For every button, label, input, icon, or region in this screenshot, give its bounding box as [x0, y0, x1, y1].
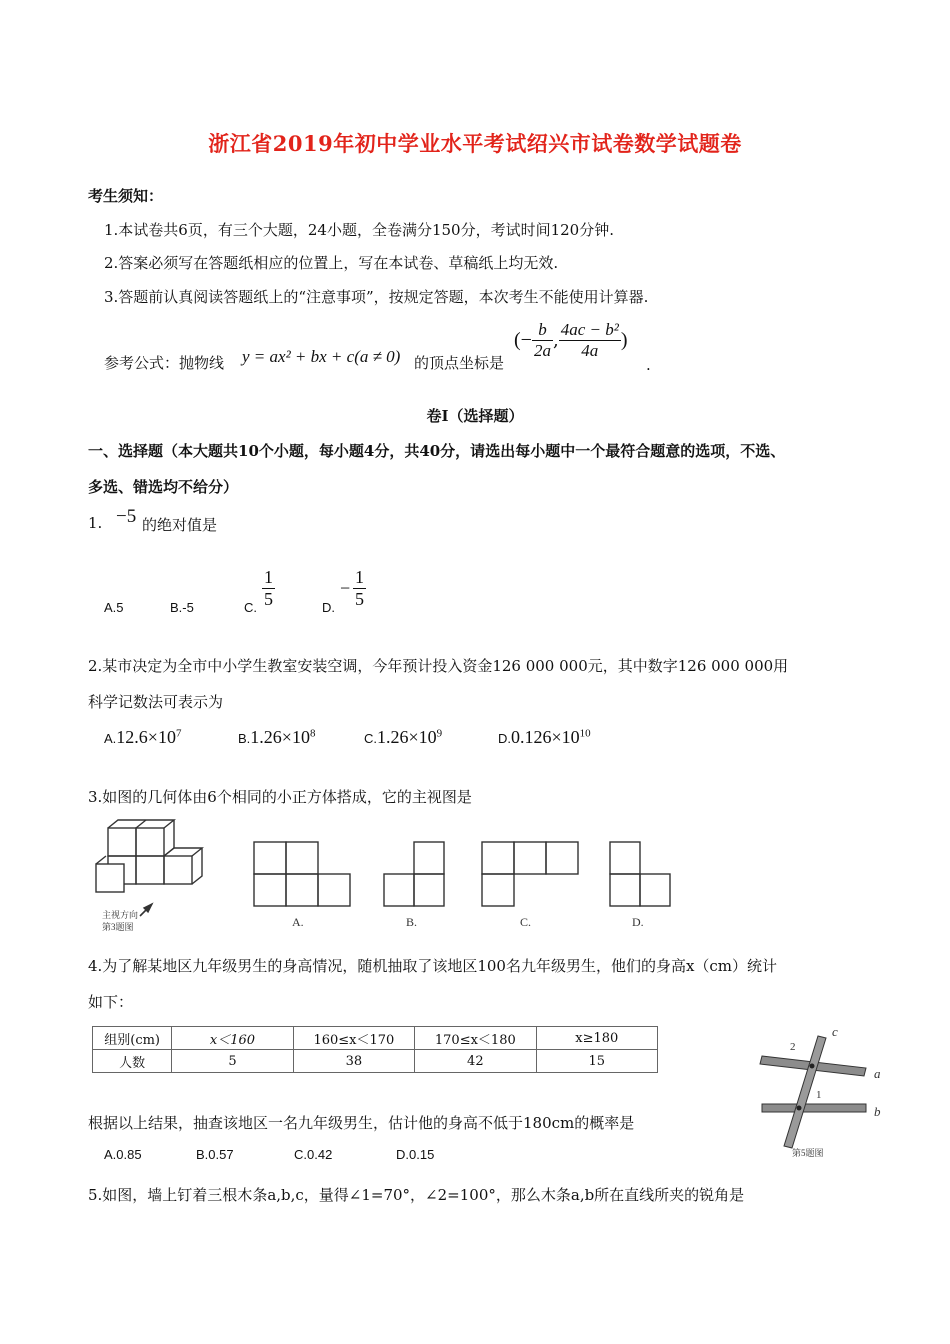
- q1-option-c-fraction: [262, 567, 275, 610]
- q3-option-d-label: D.: [632, 915, 644, 929]
- formula-end: .: [646, 356, 651, 374]
- table-cell: 人数: [93, 1050, 172, 1073]
- q2-text-2: 科学记数法可表示为: [88, 693, 224, 711]
- table-cell: 38: [293, 1050, 414, 1073]
- square: [640, 874, 670, 906]
- table-header-cell: 160≤x＜170: [293, 1027, 414, 1050]
- page-title: 浙江省2019年初中学业水平考试绍兴市试卷数学试题卷: [208, 131, 742, 156]
- table-header-cell: x＜160: [172, 1027, 293, 1050]
- q2-a-label: A.: [104, 731, 117, 746]
- q3-option-a-label: A.: [292, 915, 304, 929]
- cube: [108, 828, 136, 856]
- square: [254, 842, 286, 874]
- part1-heading-2: 多选、错选均不给分）: [88, 478, 239, 496]
- table-cell: 15: [536, 1050, 657, 1073]
- cube-side: [164, 820, 174, 856]
- q1-option-b: B.-5: [170, 600, 194, 615]
- q4-option-a: A.0.85: [104, 1147, 142, 1162]
- q2-b-value: 1.26×10: [250, 727, 310, 747]
- notice-item-2: 2.答案必须写在答题纸相应的位置上，写在本试卷、草稿纸上均无效.: [104, 254, 559, 272]
- vertex-close: ): [620, 329, 628, 351]
- q1-option-c: C.: [244, 600, 257, 615]
- cube-edge: [136, 820, 146, 828]
- vertex-comma: ,: [552, 330, 559, 351]
- square: [482, 842, 514, 874]
- square: [610, 842, 640, 874]
- square: [318, 874, 350, 906]
- q1-c-num: 1: [264, 567, 273, 587]
- square: [482, 874, 514, 906]
- table-cell: 42: [415, 1050, 536, 1073]
- vertex-d1: 2a: [533, 341, 551, 360]
- square: [414, 842, 444, 874]
- q5-text: 5.如图，墙上钉着三根木条a,b,c，量得∠1=70°，∠2=100°，那么木条a,b所在直线所夹的锐角是: [88, 1186, 745, 1204]
- cube: [164, 856, 192, 884]
- nail: [810, 1064, 815, 1069]
- parabola-equation: y = ax² + bx + c(a ≠ 0): [242, 347, 401, 366]
- notice-item-1: 1.本试卷共6页，有三个大题，24小题，全卷满分150分，考试时间120分钟.: [104, 221, 614, 239]
- table-row: [93, 1050, 658, 1073]
- q3-option-a-figure: [254, 842, 350, 906]
- square: [546, 842, 578, 874]
- q4-option-b: B.0.57: [196, 1147, 234, 1162]
- q3-option-d-figure: [610, 842, 670, 906]
- vertex-n1: b: [532, 320, 553, 341]
- q2-d-exp: 10: [579, 727, 591, 740]
- table-row: [93, 1027, 658, 1050]
- cube-top: [164, 848, 202, 856]
- vertex-open: (−: [514, 329, 532, 351]
- q4-option-d: D.0.15: [396, 1147, 435, 1162]
- q4-option-c: C.0.42: [294, 1147, 333, 1162]
- cube: [136, 856, 164, 884]
- table-cell: 5: [172, 1050, 293, 1073]
- q2-d-label: D.: [498, 731, 511, 746]
- q1-option-d: D.: [322, 600, 335, 615]
- q1-d-num: 1: [355, 567, 364, 587]
- notice-item-3: 3.答题前认真阅读答题纸上的“注意事项”，按规定答题，本次考生不能使用计算器.: [104, 288, 649, 306]
- q3-option-b-figure: [384, 842, 444, 906]
- square: [254, 874, 286, 906]
- q2-option-c: [364, 727, 442, 748]
- q2-option-b: [238, 727, 315, 748]
- square: [414, 874, 444, 906]
- q3-option-b-label: B.: [406, 915, 418, 929]
- q2-b-exp: 8: [309, 727, 316, 740]
- q3-solid: [96, 820, 202, 916]
- q2-d-value: 0.126×10: [511, 727, 580, 747]
- square: [286, 874, 318, 906]
- section-title: 卷Ⅰ（选择题）: [426, 407, 524, 425]
- label-angle-2: 2: [790, 1041, 796, 1053]
- table-header-cell: 组别(cm): [93, 1027, 172, 1050]
- q3-direction-label: 主视方向: [102, 910, 139, 920]
- vertex-frac-2: [559, 320, 621, 361]
- q1-c-den: 5: [264, 589, 273, 609]
- q4-text-1: 4.为了解某地区九年级男生的身高情况，随机抽取了该地区100名九年级男生，他们的身高x（cm）统计: [88, 957, 778, 975]
- q4-question: 根据以上结果，抽查该地区一名九年级男生，估计他的身高不低于180cm的概率是: [88, 1114, 635, 1132]
- label-a: a: [874, 1066, 881, 1081]
- q3-option-c-figure: [482, 842, 578, 906]
- q5-figure: [748, 1022, 898, 1162]
- q3-figure: [88, 812, 688, 936]
- q1-expression: −5: [116, 506, 137, 527]
- q2-a-exp: 7: [175, 727, 182, 740]
- q2-c-exp: 9: [436, 727, 443, 740]
- vertex-frac-1: [532, 320, 553, 361]
- q2-c-label: C.: [364, 731, 377, 746]
- square: [286, 842, 318, 874]
- label-b: b: [874, 1104, 881, 1119]
- q3-figure-caption: 第3题图: [102, 922, 134, 932]
- square: [514, 842, 546, 874]
- vertex-n2: 4ac − b²: [560, 320, 619, 339]
- q1-number: 1.: [88, 514, 103, 532]
- table-header-cell: 170≤x＜180: [415, 1027, 536, 1050]
- cube-side: [192, 848, 202, 884]
- formula-mid: 的顶点坐标是: [414, 354, 505, 372]
- notice-heading: 考生须知：: [88, 187, 164, 205]
- q5-figure-caption: 第5题图: [792, 1148, 824, 1158]
- cube-edge: [96, 856, 106, 864]
- vertex-d2: 4a: [581, 341, 599, 360]
- nail: [797, 1106, 802, 1111]
- q1-d-den: 5: [355, 589, 364, 609]
- q2-a-value: 12.6×10: [116, 727, 176, 747]
- square: [384, 874, 414, 906]
- q2-option-d: [498, 727, 591, 748]
- q1-option-d-fraction: [353, 567, 366, 610]
- part1-heading-1: 一、选择题（本大题共10个小题，每小题4分，共40分，请选出每小题中一个最符合题意的选项，不选、: [88, 442, 786, 460]
- vertex-formula: [514, 320, 627, 361]
- cube: [136, 828, 164, 856]
- q2-option-a: [104, 727, 181, 748]
- cube: [96, 864, 124, 892]
- q2-c-value: 1.26×10: [377, 727, 437, 747]
- board-b: [762, 1104, 866, 1112]
- label-angle-1: 1: [816, 1089, 822, 1101]
- q4-stat-table: [92, 1026, 658, 1073]
- q1-text: 的绝对值是: [142, 516, 218, 534]
- q4-text-2: 如下：: [88, 993, 134, 1011]
- q1-option-a: A.5: [104, 600, 124, 615]
- formula-prefix: 参考公式：抛物线: [104, 354, 225, 372]
- q3-text: 3.如图的几何体由6个相同的小正方体搭成，它的主视图是: [88, 788, 472, 806]
- square: [610, 874, 640, 906]
- q3-option-c-label: C.: [520, 915, 532, 929]
- label-c: c: [832, 1024, 838, 1039]
- table-header-cell: x≥180: [536, 1027, 657, 1050]
- q1-d-sign: −: [340, 578, 351, 598]
- q2-text-1: 2.某市决定为全市中小学生教室安装空调，今年预计投入资金126 000 000元，其中数字126 000 000用: [88, 657, 789, 675]
- q2-b-label: B.: [238, 731, 251, 746]
